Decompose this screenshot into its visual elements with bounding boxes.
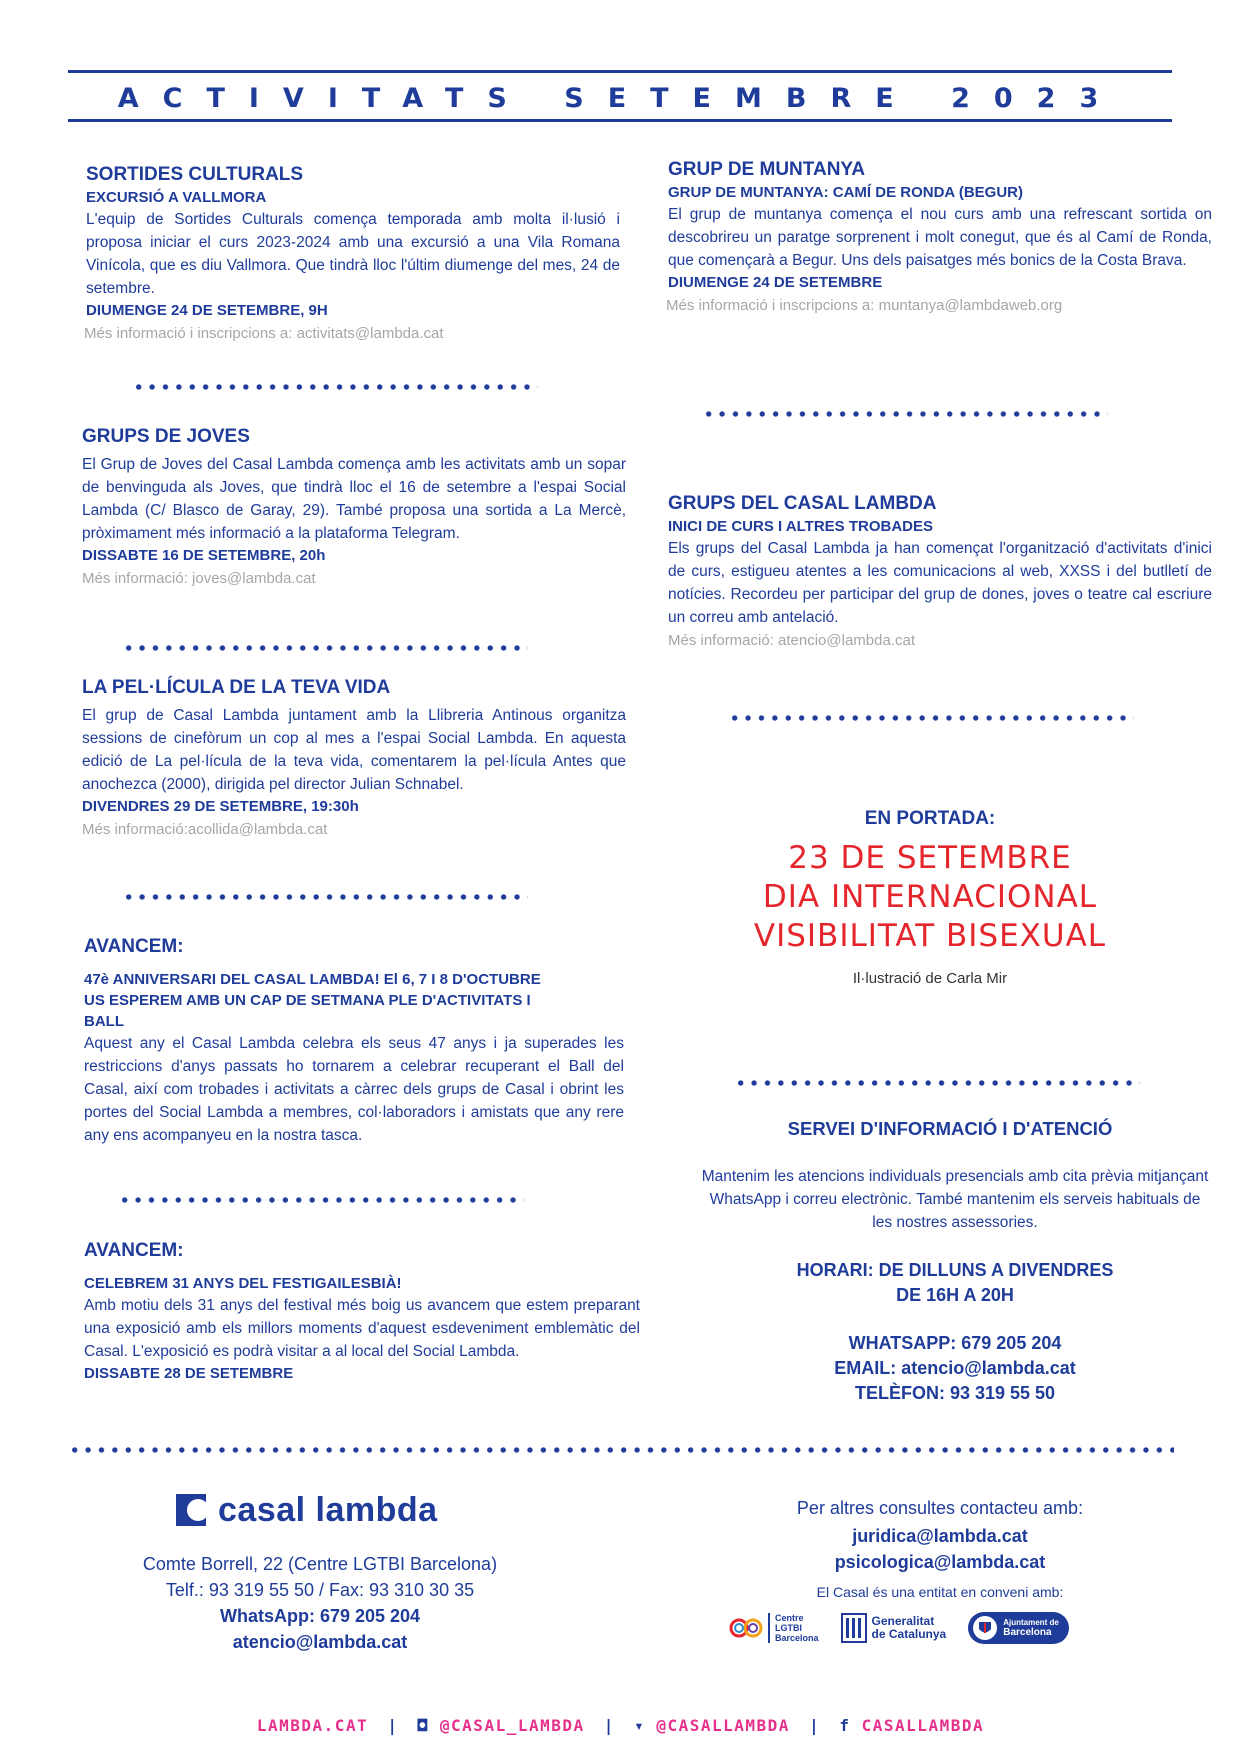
dotted-divider xyxy=(118,1196,524,1204)
separator: | xyxy=(603,1716,615,1735)
service-body: Mantenim les atencions individuals presencials amb cita prèvia mitjançant WhatsApp i correu electrònic. També mantenim els serveis habituals de les nostres assessories. xyxy=(701,1168,1209,1231)
section-body: El grup de muntanya comença el nou curs amb una refrescant sortida on descobrireu un paratge sorprenent i molt conegut, que és al Camí de Ronda, que començarà a Begur. Uns dels paisatges més bonics de la Costa Brava. xyxy=(668,206,1212,269)
more-info-link[interactable]: Més informació: joves@lambda.cat xyxy=(82,570,316,587)
facebook-link[interactable]: CASALLAMBDA xyxy=(861,1716,985,1735)
instagram-link[interactable]: @CASAL_LAMBDA xyxy=(439,1716,585,1735)
dotted-divider xyxy=(132,383,538,391)
section-subtitle: CELEBREM 31 ANYS DEL FESTIGAILESBIÀ! xyxy=(84,1275,402,1292)
section-title: LA PEL·LÍCULA DE LA TEVA VIDA xyxy=(82,677,391,698)
section-title: AVANCEM: xyxy=(84,936,184,957)
partner-label: Centre xyxy=(775,1613,804,1623)
psicologica-email[interactable]: psicologica@lambda.cat xyxy=(834,1552,1046,1572)
partner-ajuntament xyxy=(968,1612,1069,1644)
separator: | xyxy=(809,1716,821,1735)
event-date: DISSABTE 16 DE SETEMBRE, 20h xyxy=(82,547,326,564)
section-body: Els grups del Casal Lambda ja han començat l'organització d'activitats d'inici de curs, estigueu atentes a les comunicacions al web, XXSS i del butlletí de notícies. Recordeu per participar del grup de dones, joves o teatre cal escriure un correu amb antelació. xyxy=(668,540,1212,626)
section-body: Aquest any el Casal Lambda celebra els seus 47 anys i ja superades les restriccions d'anys passats ho tornarem a celebrar recuperant el Ball del Casal, així com trobades i activitats a càrrec dels grups de Casal i obrint les portes del Social Lambda a membres, col·laboradors i amistats que any rere any ens acompanyeu en la nostra tasca. xyxy=(84,1035,624,1144)
instagram-icon: ◘ xyxy=(417,1716,429,1735)
section-subtitle: 47è ANNIVERSARI DEL CASAL LAMBDA! El 6, 7 I 8 D'OCTUBRE xyxy=(84,971,541,988)
portada-headline: VISIBILITAT BISEXUAL xyxy=(753,918,1107,954)
section-title: GRUP DE MUNTANYA xyxy=(668,159,866,180)
section-title: GRUPS DEL CASAL LAMBDA xyxy=(668,493,937,514)
ajuntament-shield-icon xyxy=(972,1615,998,1641)
section-avancem-festigai xyxy=(84,1239,640,1385)
dotted-divider xyxy=(122,644,528,652)
event-date: DIUMENGE 24 DE SETEMBRE xyxy=(668,274,883,291)
portada-headline: 23 DE SETEMBRE xyxy=(788,840,1072,876)
infinity-rainbow-icon xyxy=(728,1613,764,1643)
partner-label: Ajuntament de xyxy=(1003,1618,1059,1627)
section-subtitle: BALL xyxy=(84,1013,124,1030)
section-grup-muntanya xyxy=(668,158,1212,317)
dotted-divider xyxy=(734,1079,1140,1087)
section-body: El grup de Casal Lambda juntament amb la Llibreria Antinous organitza sessions de cinefòrum un cop al mes a l'espai Social Lambda. En aquesta edició de La pel·lícula de la teva vida, comentarem la pel·lícula Antes que anochezca (2000), dirigida pel director Julian Schnabel. xyxy=(82,707,626,793)
section-subtitle: US ESPEREM AMB UN CAP DE SETMANA PLE D'ACTIVITATS I xyxy=(84,992,531,1009)
dotted-divider xyxy=(728,714,1134,722)
portada-headline: DIA INTERNACIONAL xyxy=(762,879,1098,915)
casal-lambda-logo xyxy=(176,1490,438,1530)
illustration-credit: Il·lustració de Carla Mir xyxy=(852,970,1008,987)
more-info-link[interactable]: Més informació:acollida@lambda.cat xyxy=(82,821,328,838)
footer-whatsapp[interactable]: WhatsApp: 679 205 204 xyxy=(219,1606,421,1626)
partner-label: LGTBI xyxy=(775,1623,802,1633)
page-title: ACTIVITATS SETEMBRE 2023 xyxy=(117,83,1123,114)
event-date: DIUMENGE 24 DE SETEMBRE, 9H xyxy=(86,302,328,319)
section-grups-casal xyxy=(668,492,1212,652)
dotted-divider xyxy=(68,1446,1174,1454)
partner-label: Generalitat xyxy=(871,1614,935,1628)
juridica-email[interactable]: juridica@lambda.cat xyxy=(852,1526,1028,1546)
section-grups-joves xyxy=(82,425,626,590)
generalitat-shield-icon xyxy=(841,1613,867,1643)
section-avancem-aniversari xyxy=(84,935,624,1147)
partner-logos xyxy=(728,1612,1069,1644)
partner-label: de Catalunya xyxy=(871,1627,947,1641)
phone-contact[interactable]: TELÈFON: 93 319 55 50 xyxy=(854,1383,1056,1403)
opening-hours: HORARI: DE DILLUNS A DIVENDRES xyxy=(796,1260,1114,1280)
partner-centre-lgtbi xyxy=(728,1613,819,1643)
section-title: AVANCEM: xyxy=(84,1240,184,1261)
partner-label: Barcelona xyxy=(1003,1627,1052,1638)
dotted-divider xyxy=(702,410,1108,418)
dotted-divider xyxy=(122,893,528,901)
section-subtitle: GRUP DE MUNTANYA: CAMÍ DE RONDA (BEGUR) xyxy=(668,184,1024,201)
event-date: DISSABTE 28 DE SETEMBRE xyxy=(84,1365,294,1382)
section-title: SORTIDES CULTURALS xyxy=(86,164,304,185)
section-body: Amb motiu dels 31 anys del festival més boig us avancem que estem preparant una exposició amb els millors moments d'aquest esdeveniment emblemàtic del Casal. L'exposició es podrà visitar a al local del Social Lambda. xyxy=(84,1297,640,1360)
section-subtitle: EXCURSIÓ A VALLMORA xyxy=(86,189,267,206)
more-info-link[interactable]: Més informació i inscripcions a: activitats@lambda.cat xyxy=(84,325,444,342)
section-subtitle: INICI DE CURS I ALTRES TROBADES xyxy=(668,518,934,535)
twitter-link[interactable]: @CASALLAMBDA xyxy=(656,1716,790,1735)
partner-generalitat xyxy=(841,1613,947,1643)
whatsapp-contact[interactable]: WHATSAPP: 679 205 204 xyxy=(848,1333,1062,1353)
email-contact[interactable]: EMAIL: atencio@lambda.cat xyxy=(834,1358,1076,1378)
partner-label: Barcelona xyxy=(775,1633,819,1643)
section-body: L'equip de Sortides Culturals comença temporada amb molta il·lusió i proposa iniciar el curs 2023-2024 amb una excursió a una Vila Romana Vinícola, que es diu Vallmora. Que tindrà lloc l'últim diumenge del mes, 24 de setembre. xyxy=(86,211,620,297)
section-sortides-culturals xyxy=(86,163,620,345)
contact-intro: Per altres consultes contacteu amb: xyxy=(796,1498,1084,1518)
footer-email[interactable]: atencio@lambda.cat xyxy=(232,1632,408,1652)
section-pelicula xyxy=(82,676,626,841)
service-title: SERVEI D'INFORMACIÓ I D'ATENCIÓ xyxy=(787,1118,1113,1139)
portada-label: EN PORTADA: xyxy=(864,808,996,829)
phones: Telf.: 93 319 55 50 / Fax: 93 310 30 35 xyxy=(165,1580,475,1600)
opening-hours: DE 16H A 20H xyxy=(896,1285,1014,1305)
more-info-link[interactable]: Més informació: atencio@lambda.cat xyxy=(668,632,916,649)
section-title: GRUPS DE JOVES xyxy=(82,426,250,447)
address: Comte Borrell, 22 (Centre LGTBI Barcelona) xyxy=(142,1554,498,1574)
twitter-icon: ▾ xyxy=(634,1716,646,1735)
logo-text: casal lambda xyxy=(218,1490,438,1529)
event-date: DIVENDRES 29 DE SETEMBRE, 19:30h xyxy=(82,798,359,815)
conveni-text: El Casal és una entitat en conveni amb: xyxy=(816,1584,1064,1600)
facebook-icon: f xyxy=(839,1716,851,1735)
lambda-logo-icon xyxy=(176,1494,206,1526)
website-link[interactable]: LAMBDA.CAT xyxy=(256,1716,369,1735)
social-links-bar xyxy=(0,1716,1241,1735)
section-body: El Grup de Joves del Casal Lambda comença amb les activitats amb un sopar de benvinguda als Joves, que tindrà lloc el 16 de setembre a l'espai Social Lambda (C/ Blasco de Garay, 29). També proposa una sortida a La Mercè, pròximament més informació a la plataforma Telegram. xyxy=(82,456,626,542)
separator: | xyxy=(387,1716,399,1735)
more-info-link[interactable]: Més informació i inscripcions a: muntanya@lambdaweb.org xyxy=(666,297,1063,314)
title-bar xyxy=(68,70,1172,122)
